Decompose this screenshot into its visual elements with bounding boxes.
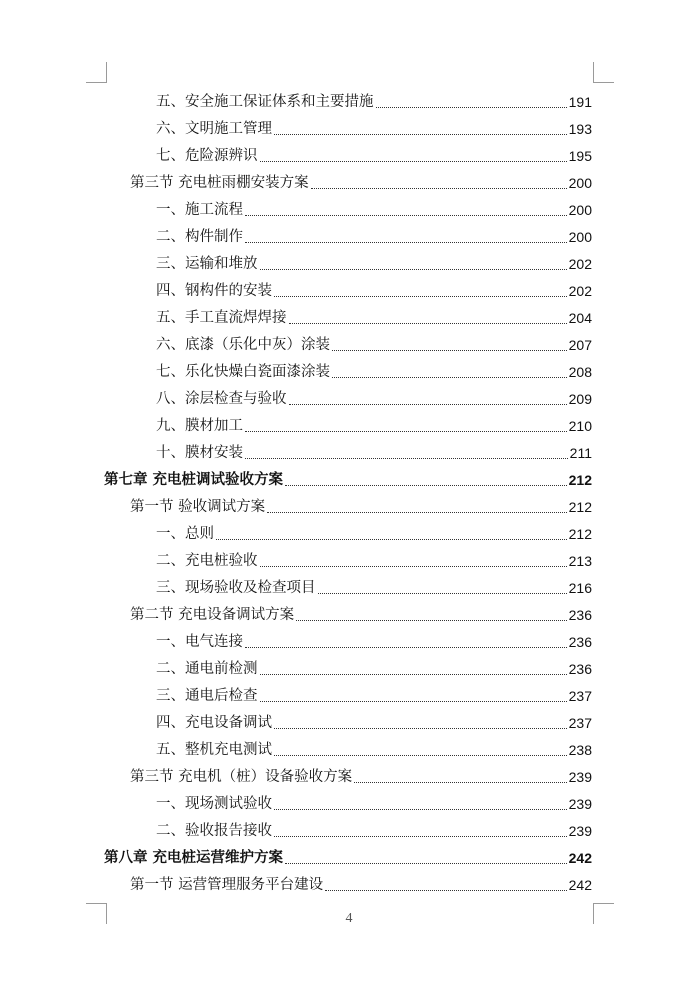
toc-entry-page: 236	[568, 661, 592, 677]
corner-mark-top-left	[86, 62, 107, 83]
toc-entry[interactable]	[104, 464, 592, 490]
toc-leader-dots	[285, 863, 567, 864]
toc-entry[interactable]	[156, 815, 592, 841]
toc-entry[interactable]	[156, 140, 592, 166]
toc-leader-dots	[325, 890, 567, 891]
toc-entry-page: 239	[568, 769, 592, 785]
toc-leader-dots	[332, 350, 567, 351]
toc-entry-page: 193	[568, 121, 592, 137]
toc-leader-dots	[311, 188, 567, 189]
toc-entry-title: 九、膜材加工	[156, 418, 243, 434]
toc-entry-page: 238	[568, 742, 592, 758]
toc-entry-page: 207	[568, 337, 592, 353]
toc-leader-dots	[245, 647, 567, 648]
toc-leader-dots	[285, 485, 567, 486]
toc-entry[interactable]	[156, 329, 592, 355]
toc-entry-title: 二、通电前检测	[156, 661, 258, 677]
toc-entry[interactable]	[156, 707, 592, 733]
toc-entry-title: 一、施工流程	[156, 202, 243, 218]
toc-entry-title: 三、通电后检查	[156, 688, 258, 704]
toc-entry[interactable]	[156, 248, 592, 274]
toc-entry-title: 五、手工直流焊焊接	[156, 310, 287, 326]
toc-entry[interactable]	[130, 869, 592, 895]
toc-entry-page: 242	[568, 850, 592, 866]
toc-leader-dots	[274, 296, 567, 297]
toc-entry-page: 204	[568, 310, 592, 326]
toc-entry-title: 十、膜材安装	[156, 445, 243, 461]
toc-entry[interactable]	[156, 680, 592, 706]
toc-entry[interactable]	[156, 410, 592, 436]
toc-entry[interactable]	[156, 788, 592, 814]
toc-entry-page: 191	[568, 94, 592, 110]
toc-entry-title: 三、现场验收及检查项目	[156, 580, 316, 596]
toc-leader-dots	[376, 107, 567, 108]
toc-entry[interactable]	[130, 491, 592, 517]
toc-entry-page: 200	[568, 229, 592, 245]
toc-entry-title: 第一节 验收调试方案	[130, 499, 266, 515]
toc-entry-page: 242	[568, 877, 592, 893]
toc-leader-dots	[274, 836, 567, 837]
toc-entry[interactable]	[156, 653, 592, 679]
toc-leader-dots	[318, 593, 567, 594]
toc-entry-title: 二、构件制作	[156, 229, 243, 245]
toc-entry-title: 七、危险源辨识	[156, 148, 258, 164]
toc-entry[interactable]	[156, 383, 592, 409]
toc-entry-page: 239	[568, 823, 592, 839]
toc-entry-page: 211	[569, 445, 592, 461]
toc-entry[interactable]	[156, 275, 592, 301]
toc-leader-dots	[245, 215, 567, 216]
toc-entry-title: 六、底漆（乐化中灰）涂装	[156, 337, 330, 353]
toc-entry-title: 三、运输和堆放	[156, 256, 258, 272]
page-number: 4	[345, 911, 353, 926]
toc-leader-dots	[274, 809, 567, 810]
toc-entry-page: 209	[568, 391, 592, 407]
toc-entry-title: 四、充电设备调试	[156, 715, 272, 731]
toc-entry-page: 202	[568, 256, 592, 272]
toc-leader-dots	[274, 755, 567, 756]
toc-entry[interactable]	[130, 761, 592, 787]
toc-entry[interactable]	[156, 221, 592, 247]
toc-leader-dots	[260, 566, 567, 567]
toc-entry[interactable]	[130, 167, 592, 193]
toc-entry-page: 236	[568, 607, 592, 623]
toc-leader-dots	[289, 323, 567, 324]
toc-entry[interactable]	[156, 356, 592, 382]
toc-entry-title: 七、乐化快燥白瓷面漆涂装	[156, 364, 330, 380]
toc-entry-page: 200	[568, 202, 592, 218]
toc-entry-page: 200	[568, 175, 592, 191]
toc-entry-title: 一、电气连接	[156, 634, 243, 650]
toc-entry-page: 236	[568, 634, 592, 650]
toc-entry-title: 一、现场测试验收	[156, 796, 272, 812]
toc-entry-title: 第三节 充电机（桩）设备验收方案	[130, 769, 353, 785]
toc-entry-title: 一、总则	[156, 526, 214, 542]
toc-entry-page: 212	[568, 472, 592, 488]
toc-leader-dots	[296, 620, 567, 621]
toc-leader-dots	[245, 431, 567, 432]
toc-entry[interactable]	[156, 572, 592, 598]
toc-entry-title: 二、验收报告接收	[156, 823, 272, 839]
toc-leader-dots	[216, 539, 567, 540]
toc-entry-title: 八、涂层检查与验收	[156, 391, 287, 407]
toc-entry-page: 208	[568, 364, 592, 380]
toc-leader-dots	[274, 728, 567, 729]
toc-entry[interactable]	[156, 194, 592, 220]
toc-entry[interactable]	[156, 626, 592, 652]
toc-leader-dots	[260, 269, 567, 270]
toc-leader-dots	[260, 161, 567, 162]
toc-entry-title: 第一节 运营管理服务平台建设	[130, 877, 324, 893]
corner-mark-top-right	[593, 62, 614, 83]
toc-entry-page: 212	[568, 526, 592, 542]
toc-entry[interactable]	[156, 302, 592, 328]
toc-entry-title: 五、安全施工保证体系和主要措施	[156, 94, 374, 110]
toc-entry-page: 195	[568, 148, 592, 164]
toc-leader-dots	[260, 701, 567, 702]
toc-entry-title: 第七章 充电桩调试验收方案	[104, 472, 284, 488]
toc-entry-title: 第八章 充电桩运营维护方案	[104, 850, 284, 866]
toc-entry-page: 210	[568, 418, 592, 434]
toc-leader-dots	[289, 404, 567, 405]
toc-entry-page: 237	[568, 688, 592, 704]
toc-entry[interactable]	[156, 545, 592, 571]
toc-leader-dots	[354, 782, 567, 783]
toc-entry-title: 二、充电桩验收	[156, 553, 258, 569]
toc-entry[interactable]	[130, 599, 592, 625]
toc-entry-title: 六、文明施工管理	[156, 121, 272, 137]
toc-entry[interactable]	[156, 518, 592, 544]
toc-leader-dots	[332, 377, 567, 378]
toc-entry-title: 第三节 充电桩雨棚安装方案	[130, 175, 309, 191]
toc-entry-title: 五、整机充电测试	[156, 742, 272, 758]
toc-leader-dots	[245, 458, 568, 459]
toc-entry[interactable]	[156, 437, 592, 463]
toc-entry[interactable]	[156, 113, 592, 139]
toc-entry-page: 202	[568, 283, 592, 299]
toc-entry-title: 四、钢构件的安装	[156, 283, 272, 299]
toc-leader-dots	[260, 674, 567, 675]
toc-entry[interactable]	[104, 842, 592, 868]
toc-leader-dots	[274, 134, 567, 135]
toc-entry-page: 212	[568, 499, 592, 515]
toc-leader-dots	[267, 512, 567, 513]
toc-entry-title: 第二节 充电设备调试方案	[130, 607, 295, 623]
toc-entry[interactable]	[156, 86, 592, 112]
toc-entry-page: 239	[568, 796, 592, 812]
toc-entry-page: 237	[568, 715, 592, 731]
toc-entry-page: 213	[568, 553, 592, 569]
toc-entry-page: 216	[568, 580, 592, 596]
toc-entry[interactable]	[156, 734, 592, 760]
toc-leader-dots	[245, 242, 567, 243]
